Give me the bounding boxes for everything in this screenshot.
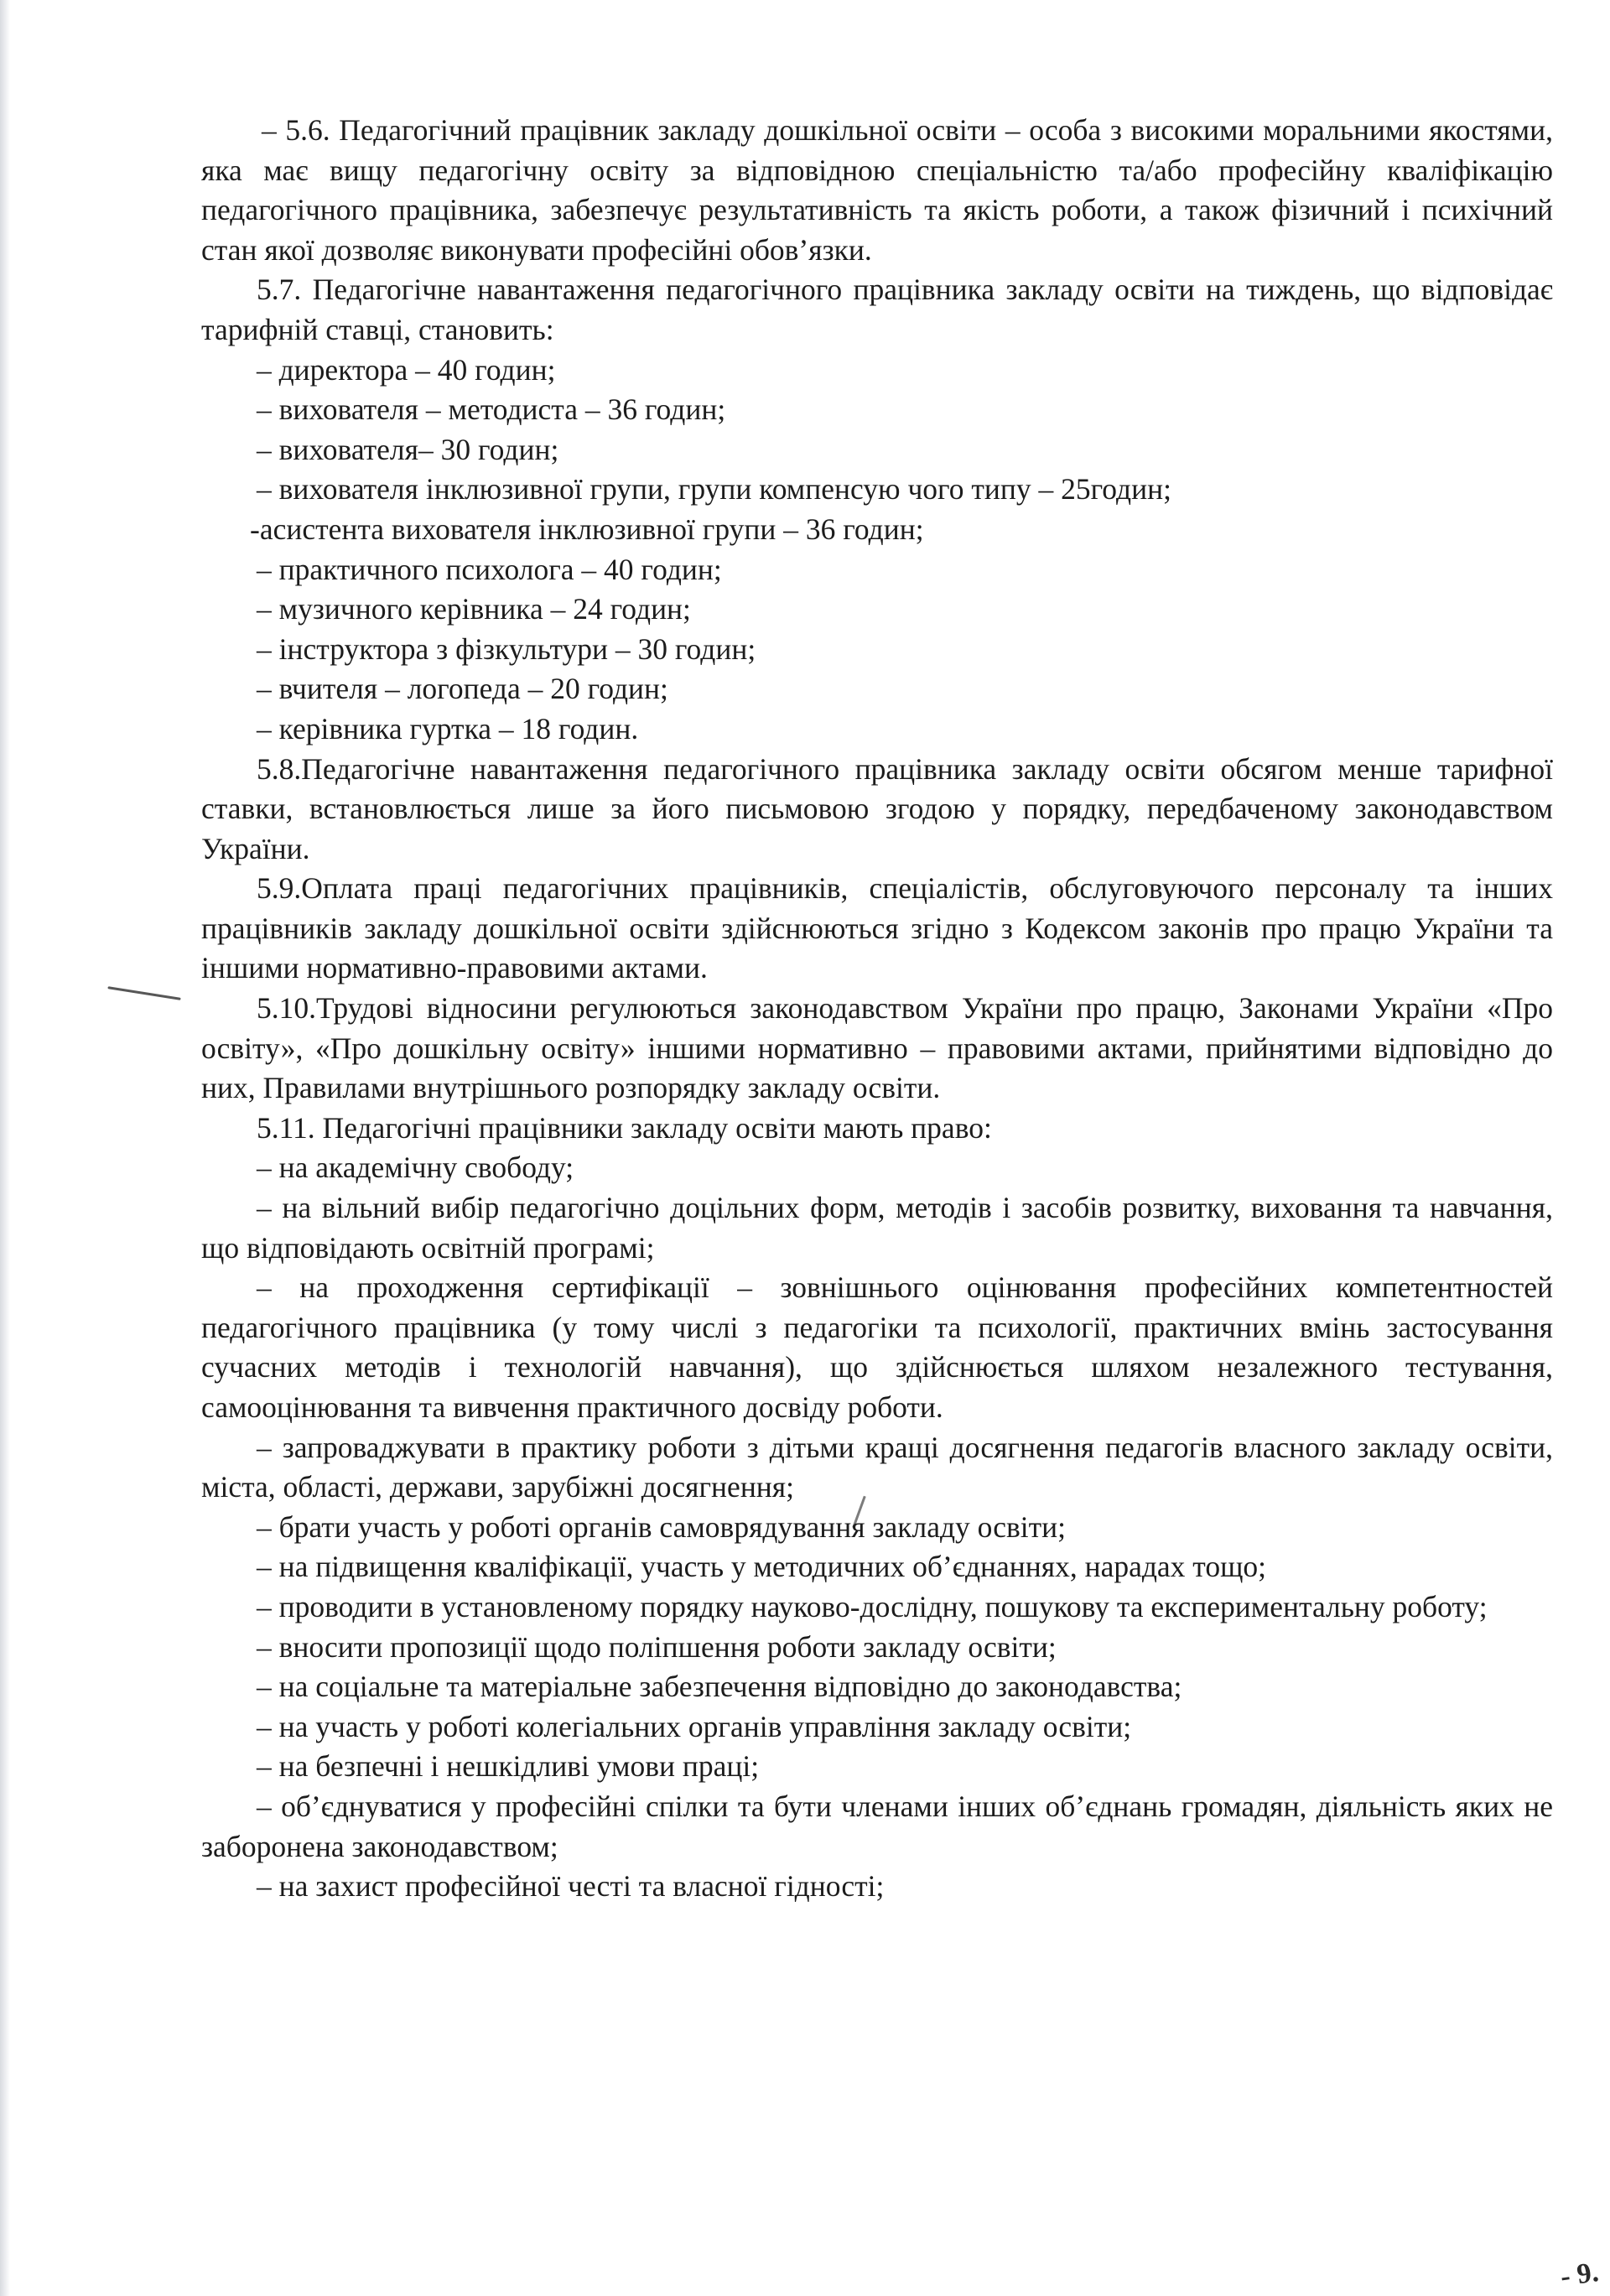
list-item: – на академічну свободу; bbox=[257, 1151, 574, 1185]
page-number: - 9. bbox=[1558, 2257, 1601, 2293]
rights-list bbox=[201, 1148, 1553, 1906]
list-item: – інструктора з фізкультури – 30 годин; bbox=[257, 631, 756, 666]
list-item: – на підвищення кваліфікації, участь у методичних об’єднаннях, нарадах тощо; bbox=[257, 1550, 1267, 1584]
pen-mark bbox=[107, 986, 180, 1000]
list-item: – брати участь у роботі органів самоврядування закладу освіти; bbox=[257, 1509, 1067, 1544]
list-item: – вихователя– 30 годин; bbox=[257, 432, 559, 466]
list-item: – директора – 40 годин; bbox=[257, 352, 556, 387]
paragraph-5-11: 5.11. Педагогічні працівники закладу освіти мають право: bbox=[257, 1110, 992, 1145]
list-item: – проводити в установленому порядку науково-дослідну, пошукову та експериментальну роботу; bbox=[257, 1589, 1488, 1623]
list-item: – вихователя інклюзивної групи, групи компенсую чого типу – 25годин; bbox=[257, 472, 1171, 506]
list-item: – на проходження сертифікації – зовнішнього оцінювання професійних компетентностей педагогічного працівника (у тому числі з педагогіки та психології, практичних вмінь застосування сучасних методів і технологій навчання), що здійснюється шляхом незалежного тестування, самооцінювання та вивчення практичного досвіду роботи. bbox=[201, 1270, 1553, 1424]
paragraph-5-7: 5.7. Педагогічне навантаження педагогічного працівника закладу освіти на тиждень, що відповідає тарифній ставці, становить: bbox=[201, 273, 1553, 346]
paragraph-5-10: 5.10.Трудові відносини регулюються законодавством України про працю, Законами України «Про освіту», «Про дошкільну освіту» іншими нормативно – правовими актами, прийнятими відповідно до них, Правилами внутрішнього розпорядку закладу освіти. bbox=[201, 991, 1553, 1105]
list-item: – на захист професійної честі та власної гідності; bbox=[257, 1869, 885, 1904]
paragraph-5-6: – 5.6. Педагогічний працівник закладу дошкільної освіти – особа з високими моральними якостями, яка має вищу педагогічну освіту за відповідною спеціальністю та/або професійну кваліфікацію педагогічного працівника, забезпечує результативність та якість роботи, а також фізичний і психічний стан якої дозволяє виконувати професійні обов’язки. bbox=[201, 113, 1553, 267]
workload-list bbox=[201, 351, 1553, 750]
document-page bbox=[201, 111, 1553, 1907]
paragraph-5-9: 5.9.Оплата праці педагогічних працівників, спеціалістів, обслуговуючого персоналу та інших працівників закладу дошкільної освіти здійснюються згідно з Кодексом законів про працю України та іншими нормативно-правовими актами. bbox=[201, 871, 1553, 985]
list-item: – на участь у роботі колегіальних органів управління закладу освіти; bbox=[257, 1709, 1132, 1743]
list-item: – вносити пропозиції щодо поліпшення роботи закладу освіти; bbox=[257, 1629, 1057, 1664]
list-item: – запроваджувати в практику роботи з дітьми кращі досягнення педагогів власного закладу освіти, міста, області, держави, зарубіжні досягнення; bbox=[201, 1430, 1553, 1504]
list-item: – керівника гуртка – 18 годин. bbox=[257, 711, 639, 745]
list-item: – на вільний вибір педагогічно доцільних форм, методів і засобів розвитку, виховання та навчання, що відповідають освітній програмі; bbox=[201, 1191, 1553, 1265]
list-item: – на соціальне та матеріальне забезпечення відповідно до законодавства; bbox=[257, 1670, 1182, 1704]
list-item: – музичного керівника – 24 годин; bbox=[257, 592, 691, 626]
list-item: – вихователя – методиста – 36 годин; bbox=[257, 392, 726, 427]
list-item: – вчителя – логопеда – 20 годин; bbox=[257, 672, 668, 706]
list-item: -асистента вихователя інклюзивної групи – 36 годин; bbox=[250, 512, 924, 546]
list-item: – практичного психолога – 40 годин; bbox=[257, 552, 722, 586]
list-item: – об’єднуватися у професійні спілки та бути членами інших об’єднань громадян, діяльність яких не заборонена законодавством; bbox=[201, 1789, 1553, 1863]
list-item: – на безпечні і нешкідливі умови праці; bbox=[257, 1749, 760, 1784]
scan-edge-shadow bbox=[0, 0, 10, 2296]
paragraph-5-8: 5.8.Педагогічне навантаження педагогічного працівника закладу освіти обсягом менше тарифної ставки, встановлюється лише за його письмовою згодою у порядку, передбаченому законодавством України. bbox=[201, 751, 1553, 865]
